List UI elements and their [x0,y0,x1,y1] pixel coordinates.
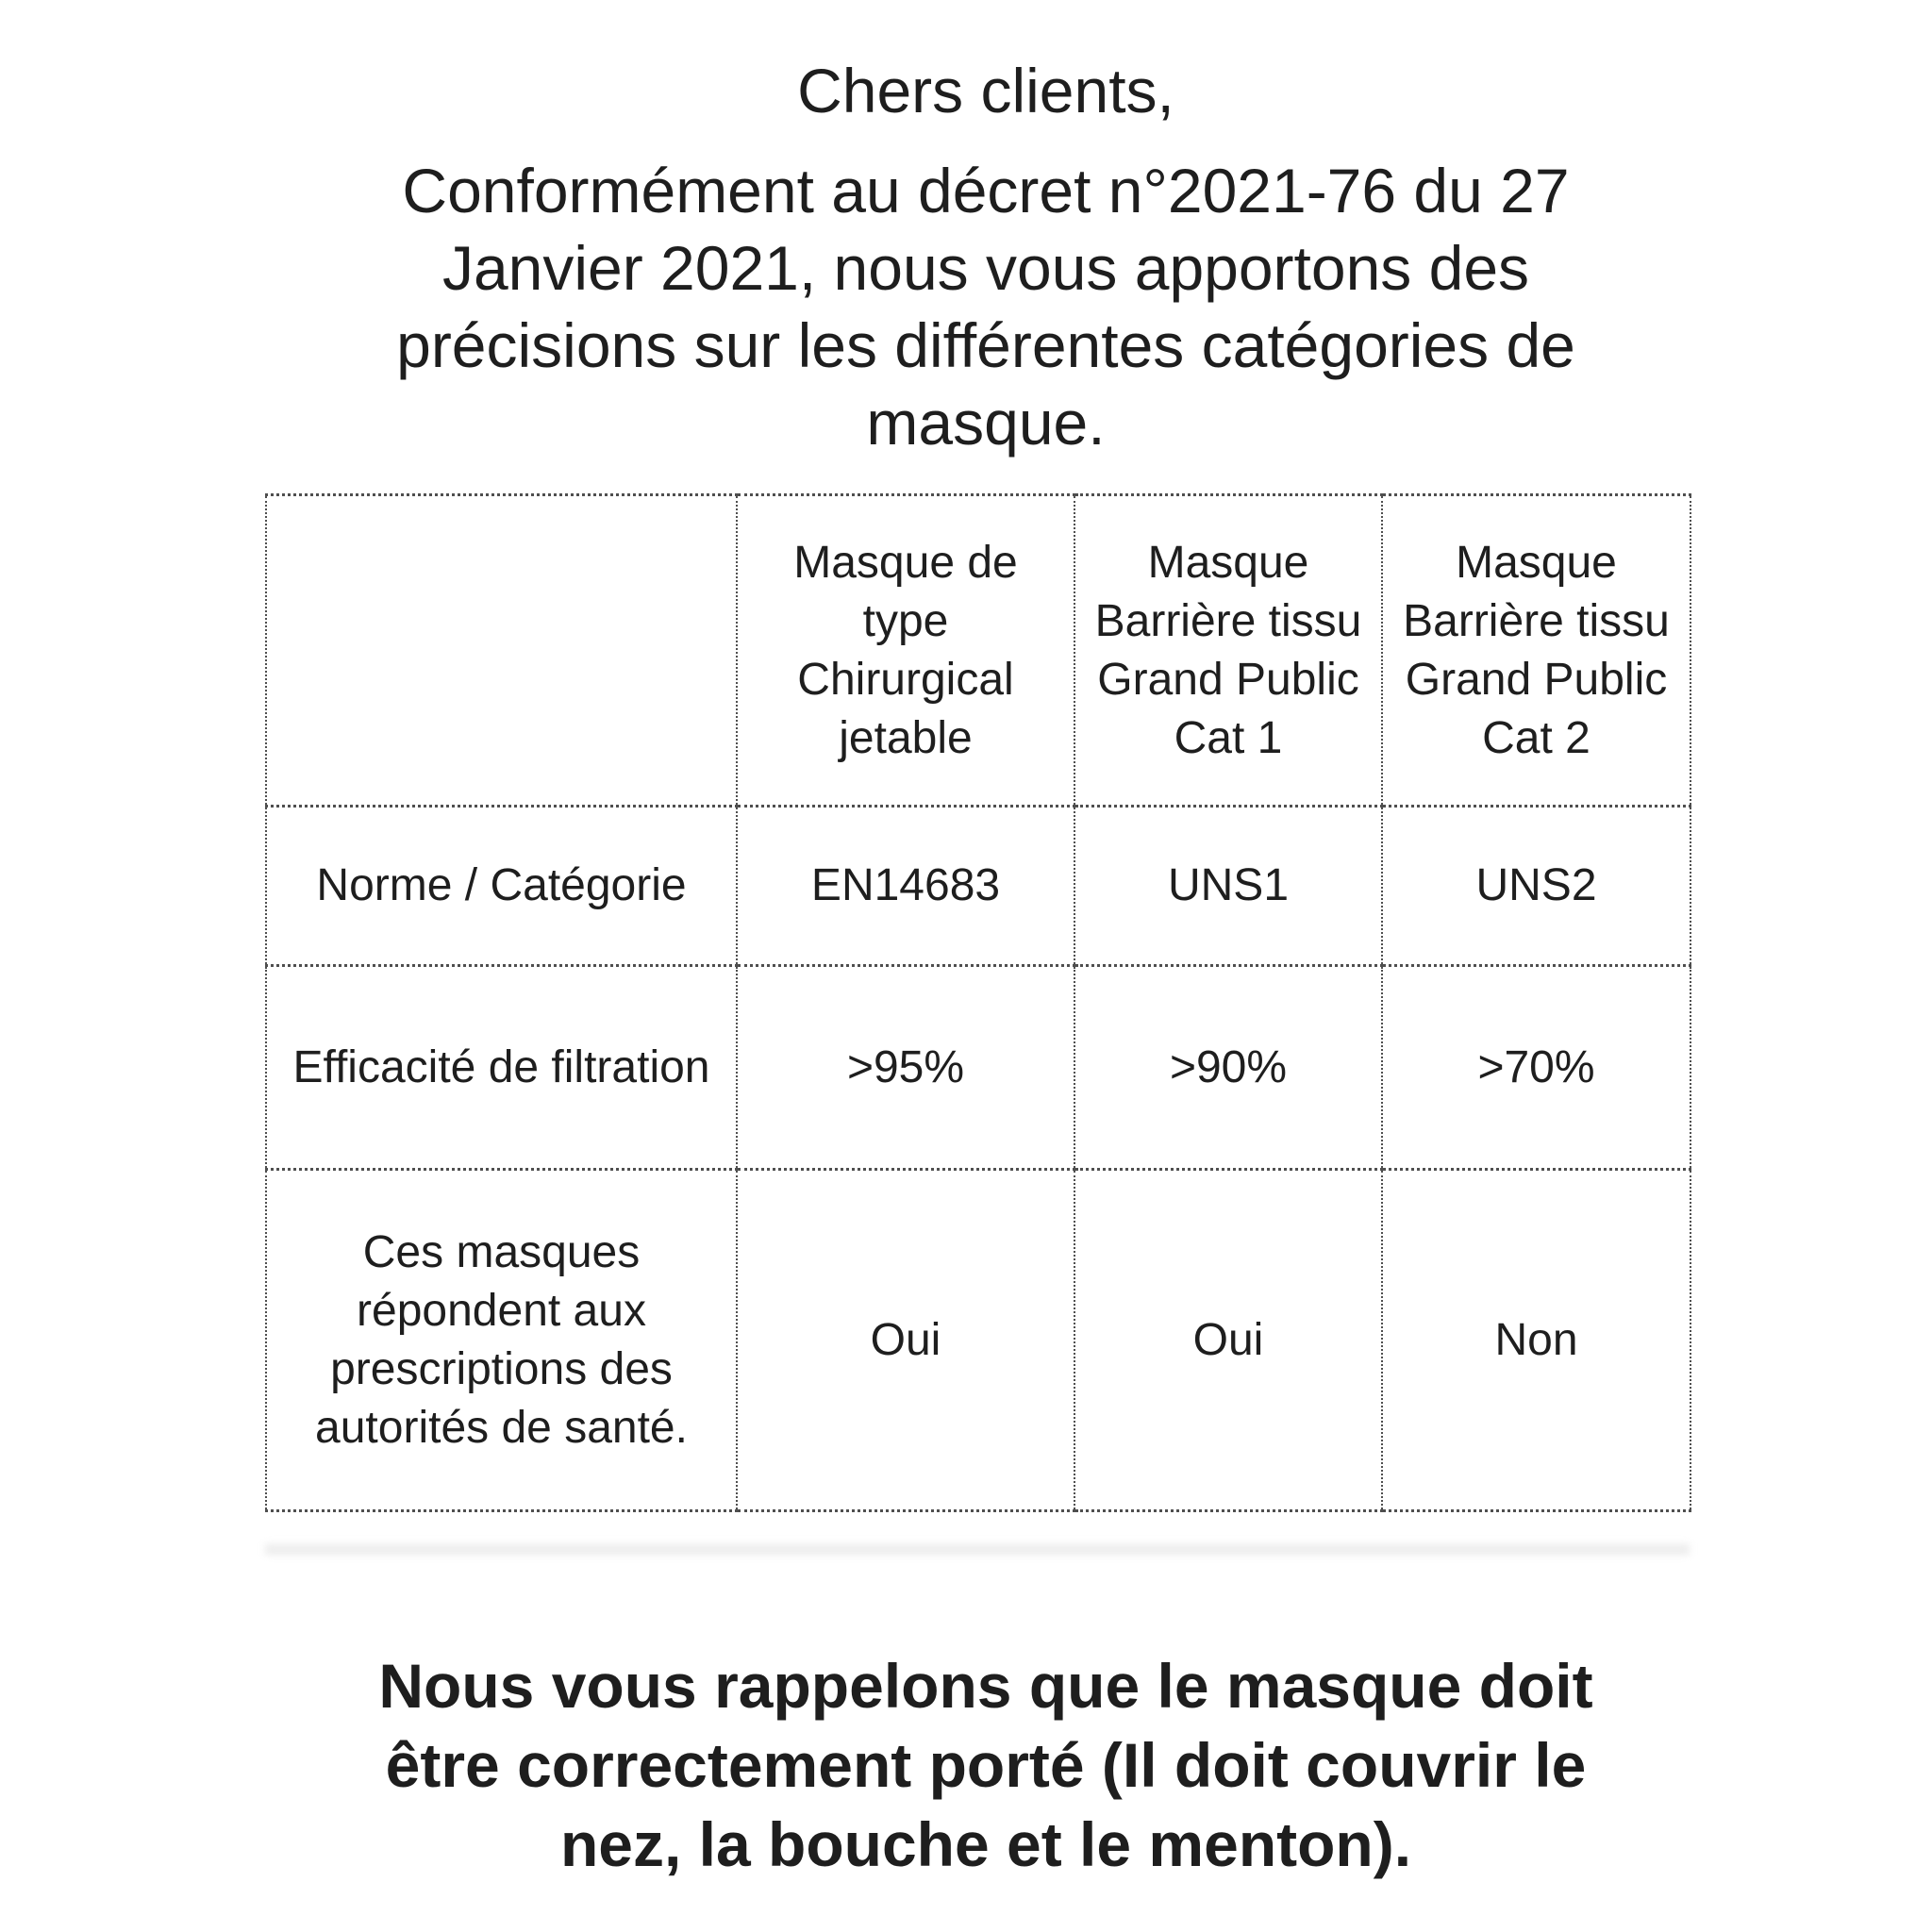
mask-comparison-table-wrapper [265,493,1691,1512]
row-label-efficacite: Efficacité de filtration [266,966,737,1170]
row-label-prescriptions: Ces masques répondent aux prescriptions des autorités de santé. [266,1170,737,1511]
cell-efficacite-surgical: >95% [737,966,1074,1170]
cell-prescriptions-cat1: Oui [1074,1170,1382,1511]
table-header-row [266,495,1690,807]
intro-line-1: Conformément au décret n°2021-76 du 27 [402,156,1570,225]
footer-line-2: être correctement porté (Il doit couvrir le [385,1730,1587,1800]
table-row-efficacite [266,966,1690,1170]
cell-prescriptions-surgical: Oui [737,1170,1074,1511]
cell-efficacite-cat2: >70% [1382,966,1690,1170]
cell-norme-cat1: UNS1 [1074,807,1382,966]
footer-line-1: Nous vous rappelons que le masque doit [378,1651,1593,1721]
intro-line-3: précisions sur les différentes catégories de [396,310,1575,380]
table-row-prescriptions [266,1170,1690,1511]
intro-line-4: masque. [866,388,1106,458]
intro-paragraph [20,152,1932,461]
footer-reminder [20,1646,1932,1884]
footer-line-3: nez, la bouche et le menton). [559,1809,1412,1879]
column-header-surgical-mask: Masque de type Chirurgical jetable [737,495,1074,807]
intro-line-2: Janvier 2021, nous vous apportons des [441,233,1530,303]
table-row-norme [266,807,1690,966]
row-label-norme: Norme / Catégorie [266,807,737,966]
cell-norme-cat2: UNS2 [1382,807,1690,966]
column-header-fabric-cat1: Masque Barrière tissu Grand Public Cat 1 [1074,495,1382,807]
cell-efficacite-cat1: >90% [1074,966,1382,1170]
scan-smudge-line [265,1543,1690,1555]
column-header-fabric-cat2: Masque Barrière tissu Grand Public Cat 2 [1382,495,1690,807]
cell-norme-surgical: EN14683 [737,807,1074,966]
cell-prescriptions-cat2: Non [1382,1170,1690,1511]
column-header-empty [266,495,737,807]
page-title: Chers clients, [797,56,1174,125]
mask-comparison-table [265,493,1691,1512]
